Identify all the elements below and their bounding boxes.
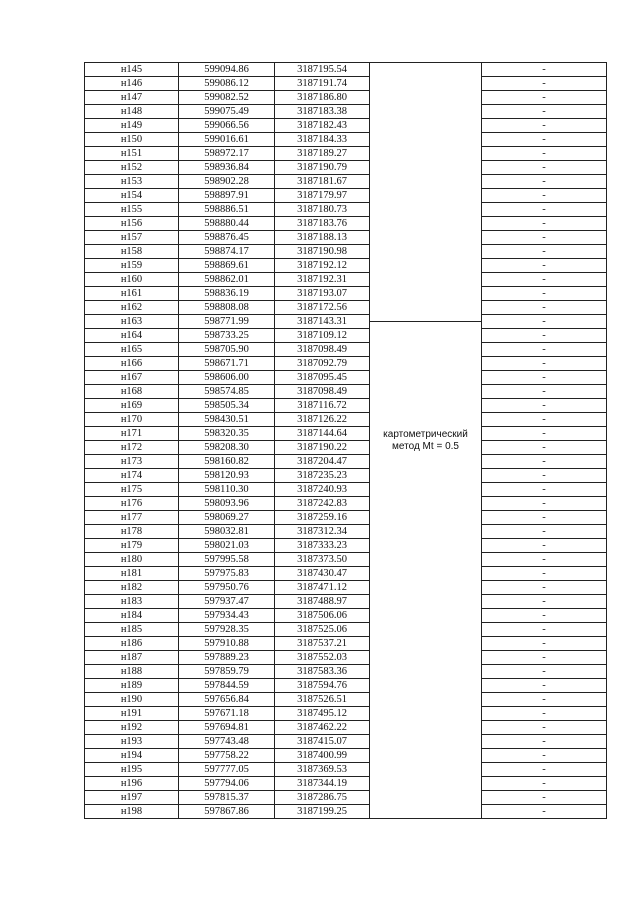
table-row <box>85 105 607 119</box>
point-number-cell: н186 <box>85 637 179 651</box>
x-coordinate-cell: 598160.82 <box>179 455 275 469</box>
x-coordinate-cell: 598021.03 <box>179 539 275 553</box>
x-coordinate-cell: 598032.81 <box>179 525 275 539</box>
x-coordinate-cell: 597937.47 <box>179 595 275 609</box>
point-number-cell: н158 <box>85 245 179 259</box>
point-number-cell: н145 <box>85 63 179 77</box>
table-row <box>85 371 607 385</box>
dash-cell: - <box>482 455 607 469</box>
dash-cell: - <box>482 623 607 637</box>
dash-cell: - <box>482 385 607 399</box>
y-coordinate-cell: 3187184.33 <box>275 133 370 147</box>
point-number-cell: н195 <box>85 763 179 777</box>
point-number-cell: н148 <box>85 105 179 119</box>
y-coordinate-cell: 3187333.23 <box>275 539 370 553</box>
point-number-cell: н192 <box>85 721 179 735</box>
table-row <box>85 469 607 483</box>
dash-cell: - <box>482 735 607 749</box>
point-number-cell: н166 <box>85 357 179 371</box>
y-coordinate-cell: 3187369.53 <box>275 763 370 777</box>
y-coordinate-cell: 3187188.13 <box>275 231 370 245</box>
y-coordinate-cell: 3187415.07 <box>275 735 370 749</box>
table-row <box>85 637 607 651</box>
x-coordinate-cell: 597794.06 <box>179 777 275 791</box>
point-number-cell: н176 <box>85 497 179 511</box>
point-number-cell: н169 <box>85 399 179 413</box>
table-row <box>85 763 607 777</box>
y-coordinate-cell: 3187189.27 <box>275 147 370 161</box>
dash-cell: - <box>482 273 607 287</box>
point-number-cell: н181 <box>85 567 179 581</box>
table-row <box>85 595 607 609</box>
point-number-cell: н174 <box>85 469 179 483</box>
dash-cell: - <box>482 371 607 385</box>
y-coordinate-cell: 3187172.56 <box>275 301 370 315</box>
dash-cell: - <box>482 175 607 189</box>
point-number-cell: н185 <box>85 623 179 637</box>
dash-cell: - <box>482 105 607 119</box>
y-coordinate-cell: 3187495.12 <box>275 707 370 721</box>
y-coordinate-cell: 3187430.47 <box>275 567 370 581</box>
y-coordinate-cell: 3187190.98 <box>275 245 370 259</box>
x-coordinate-cell: 599086.12 <box>179 77 275 91</box>
x-coordinate-cell: 599075.49 <box>179 105 275 119</box>
table-row <box>85 567 607 581</box>
table-row <box>85 679 607 693</box>
x-coordinate-cell: 597743.48 <box>179 735 275 749</box>
x-coordinate-cell: 598320.35 <box>179 427 275 441</box>
x-coordinate-cell: 597777.05 <box>179 763 275 777</box>
table-row <box>85 259 607 273</box>
x-coordinate-cell: 598606.00 <box>179 371 275 385</box>
x-coordinate-cell: 597694.81 <box>179 721 275 735</box>
dash-cell: - <box>482 763 607 777</box>
y-coordinate-cell: 3187180.73 <box>275 203 370 217</box>
y-coordinate-cell: 3187143.31 <box>275 315 370 329</box>
dash-cell: - <box>482 553 607 567</box>
dash-cell: - <box>482 707 607 721</box>
point-number-cell: н156 <box>85 217 179 231</box>
dash-cell: - <box>482 777 607 791</box>
coordinates-table <box>84 62 607 819</box>
dash-cell: - <box>482 651 607 665</box>
dash-cell: - <box>482 343 607 357</box>
x-coordinate-cell: 598869.61 <box>179 259 275 273</box>
x-coordinate-cell: 598069.27 <box>179 511 275 525</box>
x-coordinate-cell: 598880.44 <box>179 217 275 231</box>
y-coordinate-cell: 3187526.51 <box>275 693 370 707</box>
table-row <box>85 175 607 189</box>
table-row <box>85 287 607 301</box>
y-coordinate-cell: 3187186.80 <box>275 91 370 105</box>
dash-cell: - <box>482 259 607 273</box>
dash-cell: - <box>482 287 607 301</box>
y-coordinate-cell: 3187488.97 <box>275 595 370 609</box>
dash-cell: - <box>482 805 607 819</box>
point-number-cell: н164 <box>85 329 179 343</box>
dash-cell: - <box>482 749 607 763</box>
table-row <box>85 315 607 329</box>
dash-cell: - <box>482 595 607 609</box>
dash-cell: - <box>482 441 607 455</box>
dash-cell: - <box>482 329 607 343</box>
dash-cell: - <box>482 399 607 413</box>
y-coordinate-cell: 3187525.06 <box>275 623 370 637</box>
dash-cell: - <box>482 133 607 147</box>
y-coordinate-cell: 3187182.43 <box>275 119 370 133</box>
y-coordinate-cell: 3187092.79 <box>275 357 370 371</box>
x-coordinate-cell: 597859.79 <box>179 665 275 679</box>
table-row <box>85 147 607 161</box>
point-number-cell: н147 <box>85 91 179 105</box>
point-number-cell: н178 <box>85 525 179 539</box>
table-row <box>85 497 607 511</box>
x-coordinate-cell: 598110.30 <box>179 483 275 497</box>
point-number-cell: н165 <box>85 343 179 357</box>
y-coordinate-cell: 3187286.75 <box>275 791 370 805</box>
point-number-cell: н194 <box>85 749 179 763</box>
x-coordinate-cell: 599094.86 <box>179 63 275 77</box>
y-coordinate-cell: 3187183.38 <box>275 105 370 119</box>
x-coordinate-cell: 598886.51 <box>179 203 275 217</box>
dash-cell: - <box>482 119 607 133</box>
y-coordinate-cell: 3187235.23 <box>275 469 370 483</box>
table-row <box>85 343 607 357</box>
dash-cell: - <box>482 427 607 441</box>
x-coordinate-cell: 598808.08 <box>179 301 275 315</box>
x-coordinate-cell: 598936.84 <box>179 161 275 175</box>
table-row <box>85 693 607 707</box>
table-row <box>85 483 607 497</box>
dash-cell: - <box>482 525 607 539</box>
point-number-cell: н179 <box>85 539 179 553</box>
dash-cell: - <box>482 245 607 259</box>
point-number-cell: н151 <box>85 147 179 161</box>
dash-cell: - <box>482 679 607 693</box>
dash-cell: - <box>482 203 607 217</box>
point-number-cell: н197 <box>85 791 179 805</box>
dash-cell: - <box>482 497 607 511</box>
point-number-cell: н167 <box>85 371 179 385</box>
table-row <box>85 189 607 203</box>
table-row <box>85 63 607 77</box>
dash-cell: - <box>482 161 607 175</box>
table-row <box>85 805 607 819</box>
x-coordinate-cell: 597815.37 <box>179 791 275 805</box>
x-coordinate-cell: 597934.43 <box>179 609 275 623</box>
dash-cell: - <box>482 315 607 329</box>
point-number-cell: н170 <box>85 413 179 427</box>
x-coordinate-cell: 598120.93 <box>179 469 275 483</box>
y-coordinate-cell: 3187240.93 <box>275 483 370 497</box>
x-coordinate-cell: 599066.56 <box>179 119 275 133</box>
point-number-cell: н188 <box>85 665 179 679</box>
dash-cell: - <box>482 567 607 581</box>
x-coordinate-cell: 598093.96 <box>179 497 275 511</box>
table-row <box>85 441 607 455</box>
table-row <box>85 427 607 441</box>
y-coordinate-cell: 3187126.22 <box>275 413 370 427</box>
y-coordinate-cell: 3187192.31 <box>275 273 370 287</box>
dash-cell: - <box>482 217 607 231</box>
x-coordinate-cell: 598574.85 <box>179 385 275 399</box>
y-coordinate-cell: 3187471.12 <box>275 581 370 595</box>
x-coordinate-cell: 597671.18 <box>179 707 275 721</box>
table-row <box>85 301 607 315</box>
point-number-cell: н161 <box>85 287 179 301</box>
table-row <box>85 217 607 231</box>
y-coordinate-cell: 3187181.67 <box>275 175 370 189</box>
dash-cell: - <box>482 147 607 161</box>
y-coordinate-cell: 3187594.76 <box>275 679 370 693</box>
x-coordinate-cell: 598733.25 <box>179 329 275 343</box>
x-coordinate-cell: 597950.76 <box>179 581 275 595</box>
x-coordinate-cell: 597844.59 <box>179 679 275 693</box>
y-coordinate-cell: 3187190.22 <box>275 441 370 455</box>
table-row <box>85 399 607 413</box>
dash-cell: - <box>482 511 607 525</box>
y-coordinate-cell: 3187373.50 <box>275 553 370 567</box>
dash-cell: - <box>482 721 607 735</box>
point-number-cell: н177 <box>85 511 179 525</box>
table-row <box>85 651 607 665</box>
table-row <box>85 385 607 399</box>
table-row <box>85 77 607 91</box>
point-number-cell: н150 <box>85 133 179 147</box>
table-row <box>85 609 607 623</box>
y-coordinate-cell: 3187192.12 <box>275 259 370 273</box>
x-coordinate-cell: 598876.45 <box>179 231 275 245</box>
point-number-cell: н196 <box>85 777 179 791</box>
y-coordinate-cell: 3187193.07 <box>275 287 370 301</box>
x-coordinate-cell: 597758.22 <box>179 749 275 763</box>
x-coordinate-cell: 598505.34 <box>179 399 275 413</box>
table-row <box>85 721 607 735</box>
y-coordinate-cell: 3187552.03 <box>275 651 370 665</box>
table-row <box>85 525 607 539</box>
table-row <box>85 119 607 133</box>
y-coordinate-cell: 3187109.12 <box>275 329 370 343</box>
dash-cell: - <box>482 63 607 77</box>
table-row <box>85 455 607 469</box>
x-coordinate-cell: 597975.83 <box>179 567 275 581</box>
point-number-cell: н162 <box>85 301 179 315</box>
table-row <box>85 539 607 553</box>
x-coordinate-cell: 597910.88 <box>179 637 275 651</box>
y-coordinate-cell: 3187462.22 <box>275 721 370 735</box>
x-coordinate-cell: 597656.84 <box>179 693 275 707</box>
y-coordinate-cell: 3187506.06 <box>275 609 370 623</box>
point-number-cell: н168 <box>85 385 179 399</box>
dash-cell: - <box>482 469 607 483</box>
dash-cell: - <box>482 581 607 595</box>
table-row <box>85 581 607 595</box>
table-row <box>85 665 607 679</box>
table-row <box>85 735 607 749</box>
table-row <box>85 203 607 217</box>
dash-cell: - <box>482 189 607 203</box>
table-row <box>85 777 607 791</box>
dash-cell: - <box>482 637 607 651</box>
y-coordinate-cell: 3187199.25 <box>275 805 370 819</box>
y-coordinate-cell: 3187204.47 <box>275 455 370 469</box>
point-number-cell: н190 <box>85 693 179 707</box>
dash-cell: - <box>482 231 607 245</box>
table-row <box>85 623 607 637</box>
y-coordinate-cell: 3187400.99 <box>275 749 370 763</box>
point-number-cell: н163 <box>85 315 179 329</box>
dash-cell: - <box>482 483 607 497</box>
dash-cell: - <box>482 413 607 427</box>
method-accuracy: метод Mt = 0.5 <box>392 440 459 452</box>
y-coordinate-cell: 3187191.74 <box>275 77 370 91</box>
point-number-cell: н149 <box>85 119 179 133</box>
dash-cell: - <box>482 791 607 805</box>
x-coordinate-cell: 599082.52 <box>179 91 275 105</box>
y-coordinate-cell: 3187098.49 <box>275 385 370 399</box>
x-coordinate-cell: 598897.91 <box>179 189 275 203</box>
table-row <box>85 413 607 427</box>
y-coordinate-cell: 3187195.54 <box>275 63 370 77</box>
x-coordinate-cell: 598862.01 <box>179 273 275 287</box>
dash-cell: - <box>482 357 607 371</box>
dash-cell: - <box>482 539 607 553</box>
table-row <box>85 133 607 147</box>
method-cell <box>370 63 482 819</box>
table-row <box>85 553 607 567</box>
x-coordinate-cell: 598208.30 <box>179 441 275 455</box>
table-row <box>85 231 607 245</box>
y-coordinate-cell: 3187190.79 <box>275 161 370 175</box>
method-cell-divider <box>369 321 481 322</box>
y-coordinate-cell: 3187095.45 <box>275 371 370 385</box>
point-number-cell: н155 <box>85 203 179 217</box>
x-coordinate-cell: 597928.35 <box>179 623 275 637</box>
point-number-cell: н198 <box>85 805 179 819</box>
point-number-cell: н175 <box>85 483 179 497</box>
x-coordinate-cell: 598430.51 <box>179 413 275 427</box>
table-row <box>85 357 607 371</box>
dash-cell: - <box>482 91 607 105</box>
x-coordinate-cell: 598902.28 <box>179 175 275 189</box>
y-coordinate-cell: 3187344.19 <box>275 777 370 791</box>
x-coordinate-cell: 598874.17 <box>179 245 275 259</box>
table-row <box>85 161 607 175</box>
point-number-cell: н153 <box>85 175 179 189</box>
x-coordinate-cell: 598705.90 <box>179 343 275 357</box>
point-number-cell: н157 <box>85 231 179 245</box>
point-number-cell: н184 <box>85 609 179 623</box>
x-coordinate-cell: 598972.17 <box>179 147 275 161</box>
point-number-cell: н172 <box>85 441 179 455</box>
point-number-cell: н183 <box>85 595 179 609</box>
table-row <box>85 707 607 721</box>
point-number-cell: н152 <box>85 161 179 175</box>
dash-cell: - <box>482 609 607 623</box>
point-number-cell: н187 <box>85 651 179 665</box>
point-number-cell: н160 <box>85 273 179 287</box>
table-row <box>85 245 607 259</box>
x-coordinate-cell: 598671.71 <box>179 357 275 371</box>
method-name: картометрический <box>383 428 468 440</box>
y-coordinate-cell: 3187583.36 <box>275 665 370 679</box>
point-number-cell: н182 <box>85 581 179 595</box>
dash-cell: - <box>482 665 607 679</box>
dash-cell: - <box>482 693 607 707</box>
table-row <box>85 791 607 805</box>
point-number-cell: н180 <box>85 553 179 567</box>
table-row <box>85 749 607 763</box>
y-coordinate-cell: 3187537.21 <box>275 637 370 651</box>
table-row <box>85 273 607 287</box>
y-coordinate-cell: 3187183.76 <box>275 217 370 231</box>
y-coordinate-cell: 3187242.83 <box>275 497 370 511</box>
x-coordinate-cell: 598836.19 <box>179 287 275 301</box>
y-coordinate-cell: 3187144.64 <box>275 427 370 441</box>
point-number-cell: н171 <box>85 427 179 441</box>
table-row <box>85 511 607 525</box>
point-number-cell: н159 <box>85 259 179 273</box>
point-number-cell: н173 <box>85 455 179 469</box>
dash-cell: - <box>482 77 607 91</box>
point-number-cell: н189 <box>85 679 179 693</box>
point-number-cell: н154 <box>85 189 179 203</box>
y-coordinate-cell: 3187098.49 <box>275 343 370 357</box>
point-number-cell: н193 <box>85 735 179 749</box>
y-coordinate-cell: 3187179.97 <box>275 189 370 203</box>
table-row <box>85 91 607 105</box>
point-number-cell: н146 <box>85 77 179 91</box>
y-coordinate-cell: 3187259.16 <box>275 511 370 525</box>
x-coordinate-cell: 598771.99 <box>179 315 275 329</box>
y-coordinate-cell: 3187312.34 <box>275 525 370 539</box>
x-coordinate-cell: 597995.58 <box>179 553 275 567</box>
y-coordinate-cell: 3187116.72 <box>275 399 370 413</box>
x-coordinate-cell: 597867.86 <box>179 805 275 819</box>
x-coordinate-cell: 597889.23 <box>179 651 275 665</box>
x-coordinate-cell: 599016.61 <box>179 133 275 147</box>
dash-cell: - <box>482 301 607 315</box>
table-row <box>85 329 607 343</box>
point-number-cell: н191 <box>85 707 179 721</box>
